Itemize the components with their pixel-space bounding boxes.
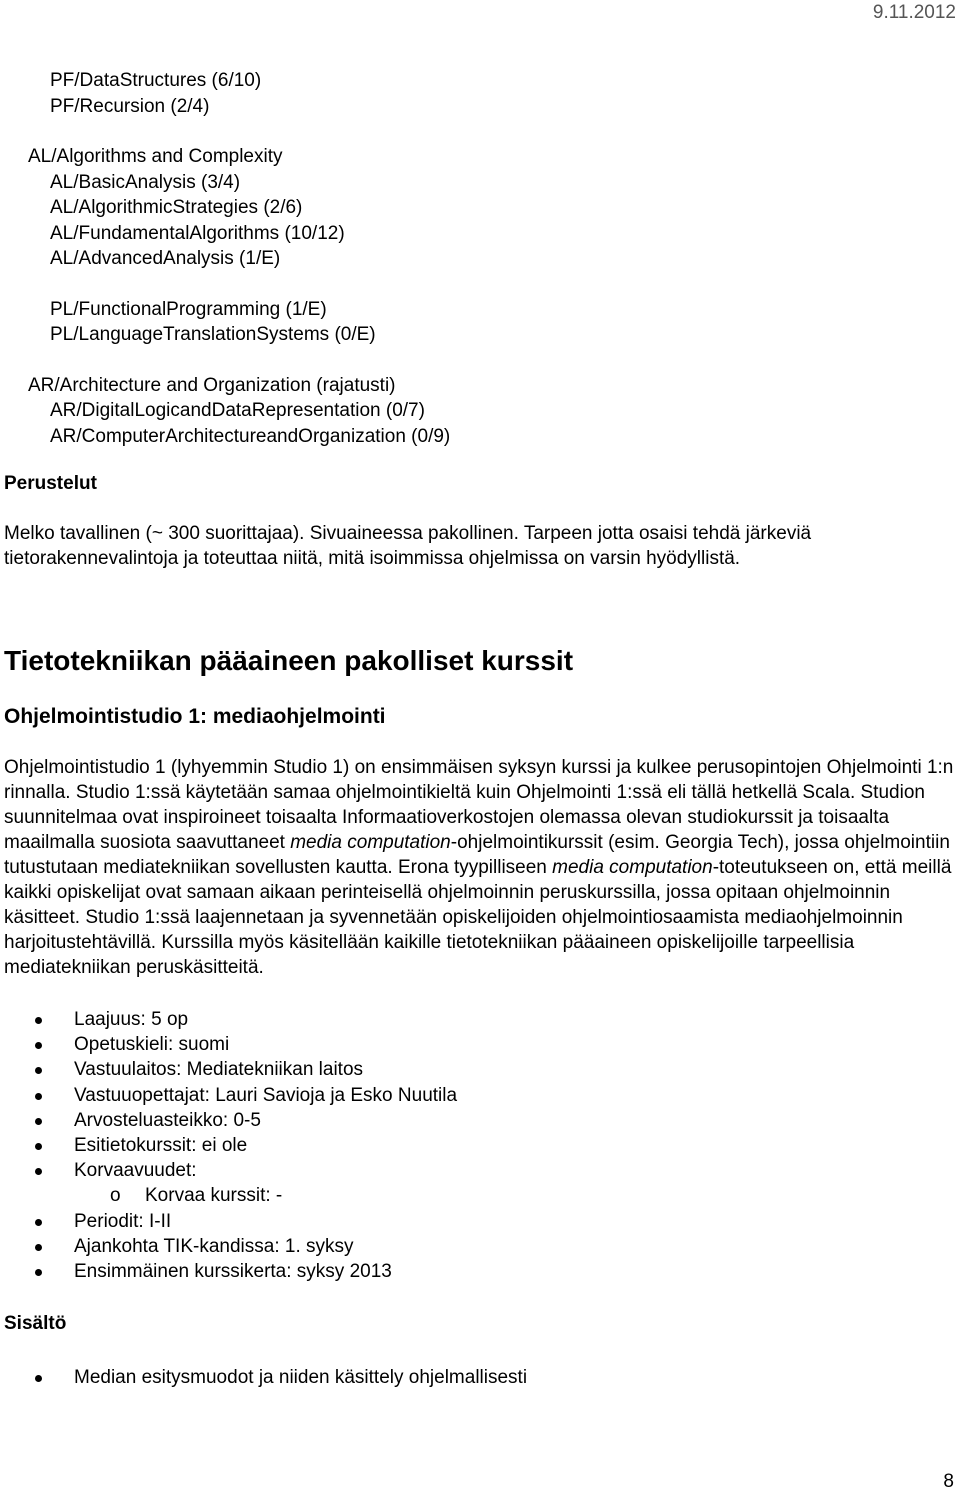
fact-item-vastuulaitos (4, 1057, 954, 1082)
sisalto-list (4, 1365, 954, 1390)
document-body (4, 68, 954, 1390)
fact-item-ajankohta (4, 1234, 954, 1259)
topic-line: AL/BasicAnalysis (3/4) (50, 171, 241, 193)
topic-line: AL/FundamentalAlgorithms (10/12) (50, 222, 345, 244)
page-date: 9.11.2012 (872, 2, 956, 23)
bullet-icon (35, 1042, 42, 1049)
fact-text: Korvaa kurssit: - (145, 1185, 283, 1207)
bullet-icon (35, 1017, 42, 1024)
fact-item-vastuuopettajat (4, 1083, 954, 1108)
sisalto-text: Median esitysmuodot ja niiden käsittely ohjelmallisesti (74, 1367, 528, 1389)
perustelut-heading: Perustelut (4, 473, 97, 494)
topic-line: PL/LanguageTranslationSystems (0/E) (50, 324, 376, 345)
course-facts-list (4, 1007, 954, 1284)
course-description-part: Ohjelmointistudio 1 (lyhyemmin Studio 1) on ensimmäisen syksyn kurssi ja kulkee perusopintojen Ohjelmointi 1:n rinnalla. Studio 1:ssä käytetään samaa ohjelmointikieltä kuin Ohjelmointi 1:ssä eli tällä hetkellä Scala. Studion suunnitelmaa ovat inspiroineet toisaalta Informaatioverkostojen olemassa olevan studiokurssit ja toisaalta maailmalla suosiota saavuttaneet (4, 757, 954, 853)
topic-line: PL/FunctionalProgramming (1/E) (50, 298, 327, 320)
section-title: Tietotekniikan pääaineen pakolliset kurssit (4, 645, 574, 676)
course-title: Ohjelmointistudio 1: mediaohjelmointi (4, 705, 386, 728)
bullet-icon (35, 1244, 42, 1251)
topic-line: PF/DataStructures (6/10) (50, 70, 262, 91)
topic-group-pf (4, 68, 954, 119)
fact-subitem-korvaa (4, 1183, 954, 1208)
bullet-icon (35, 1375, 42, 1382)
fact-text: Periodit: I-II (74, 1210, 172, 1232)
fact-text: Vastuuopettajat: Lauri Savioja ja Esko Nuutila (74, 1084, 458, 1106)
fact-item-korvaavuudet (4, 1158, 954, 1183)
bullet-icon (35, 1269, 42, 1276)
fact-item-ensimmainen (4, 1259, 954, 1284)
sisalto-item (4, 1365, 954, 1390)
topic-group-al (4, 144, 954, 272)
bullet-icon (35, 1219, 42, 1226)
page-number: 8 (943, 1471, 954, 1492)
fact-text: Laajuus: 5 op (74, 1009, 189, 1030)
topic-line: AR/ComputerArchitectureandOrganization (0/9) (50, 425, 451, 447)
course-description (4, 755, 954, 980)
fact-item-esitietokurssit (4, 1133, 954, 1158)
bullet-icon (35, 1067, 42, 1074)
topic-line: AL/AlgorithmicStrategies (2/6) (50, 197, 303, 218)
bullet-icon (35, 1118, 42, 1125)
topic-group-ar (4, 373, 954, 450)
fact-text: Korvaavuudet: (74, 1160, 197, 1182)
topic-line: AL/AdvancedAnalysis (1/E) (50, 248, 281, 269)
fact-text: Arvosteluasteikko: 0-5 (74, 1109, 261, 1131)
fact-item-arvosteluasteikko (4, 1108, 954, 1133)
perustelut-text: Melko tavallinen (~ 300 suorittajaa). Sivuaineessa pakollinen. Tarpeen jotta osaisi tehdä järkeviä tietorakennevalintoja ja toteuttaa niitä, mitä isoimmissa ohjelmissa on varsin hyödyllistä. (4, 523, 812, 569)
topic-group-pl (4, 297, 954, 348)
course-description-part: -toteutukseen on, että meillä kaikki opiskelijat ovat samaan aikaan perinteisellä ohjelmoinnin peruskurssilla, jossa opitaan ohjelmoinnin käsitteet. Studio 1:ssä laajennetaan ja syvennetään opiskelijoiden ohjelmointiosaamista mediaohjelmoinnin harjoitustehtävillä. Kurssilla myös käsitellään kaikille tietotekniikan pääaineen opiskelijoille tarpeellisia mediatekniikan peruskäsitteitä. (4, 857, 952, 978)
course-description-emphasis: media computation (290, 832, 451, 853)
topic-heading: AL/Algorithms and Complexity (28, 146, 283, 167)
fact-item-periodit (4, 1209, 954, 1234)
topic-line: PF/Recursion (2/4) (50, 95, 210, 117)
sisalto-heading: Sisältö (4, 1313, 67, 1335)
course-description-emphasis: media computation (552, 857, 713, 878)
circle-bullet-icon: o (110, 1185, 121, 1207)
topic-heading: AR/Architecture and Organization (rajatusti) (28, 374, 396, 396)
bullet-icon (35, 1168, 42, 1175)
bullet-icon (35, 1143, 42, 1150)
fact-text: Esitietokurssit: ei ole (74, 1135, 248, 1157)
course-description-part: -ohjelmointikurssit (esim. Georgia Tech), jossa ohjelmointiin tutustutaan mediatekniikan sovellusten kautta. Erona tyypilliseen (4, 832, 950, 878)
topic-line: AR/DigitalLogicandDataRepresentation (0/7) (50, 400, 425, 421)
fact-text: Ensimmäinen kurssikerta: syksy 2013 (74, 1261, 392, 1283)
fact-text: Opetuskieli: suomi (74, 1034, 230, 1056)
fact-text: Ajankohta TIK-kandissa: 1. syksy (74, 1235, 354, 1257)
fact-item-opetuskieli (4, 1032, 954, 1057)
bullet-icon (35, 1093, 42, 1100)
fact-item-laajuus (4, 1007, 954, 1032)
fact-text: Vastuulaitos: Mediatekniikan laitos (74, 1059, 364, 1081)
